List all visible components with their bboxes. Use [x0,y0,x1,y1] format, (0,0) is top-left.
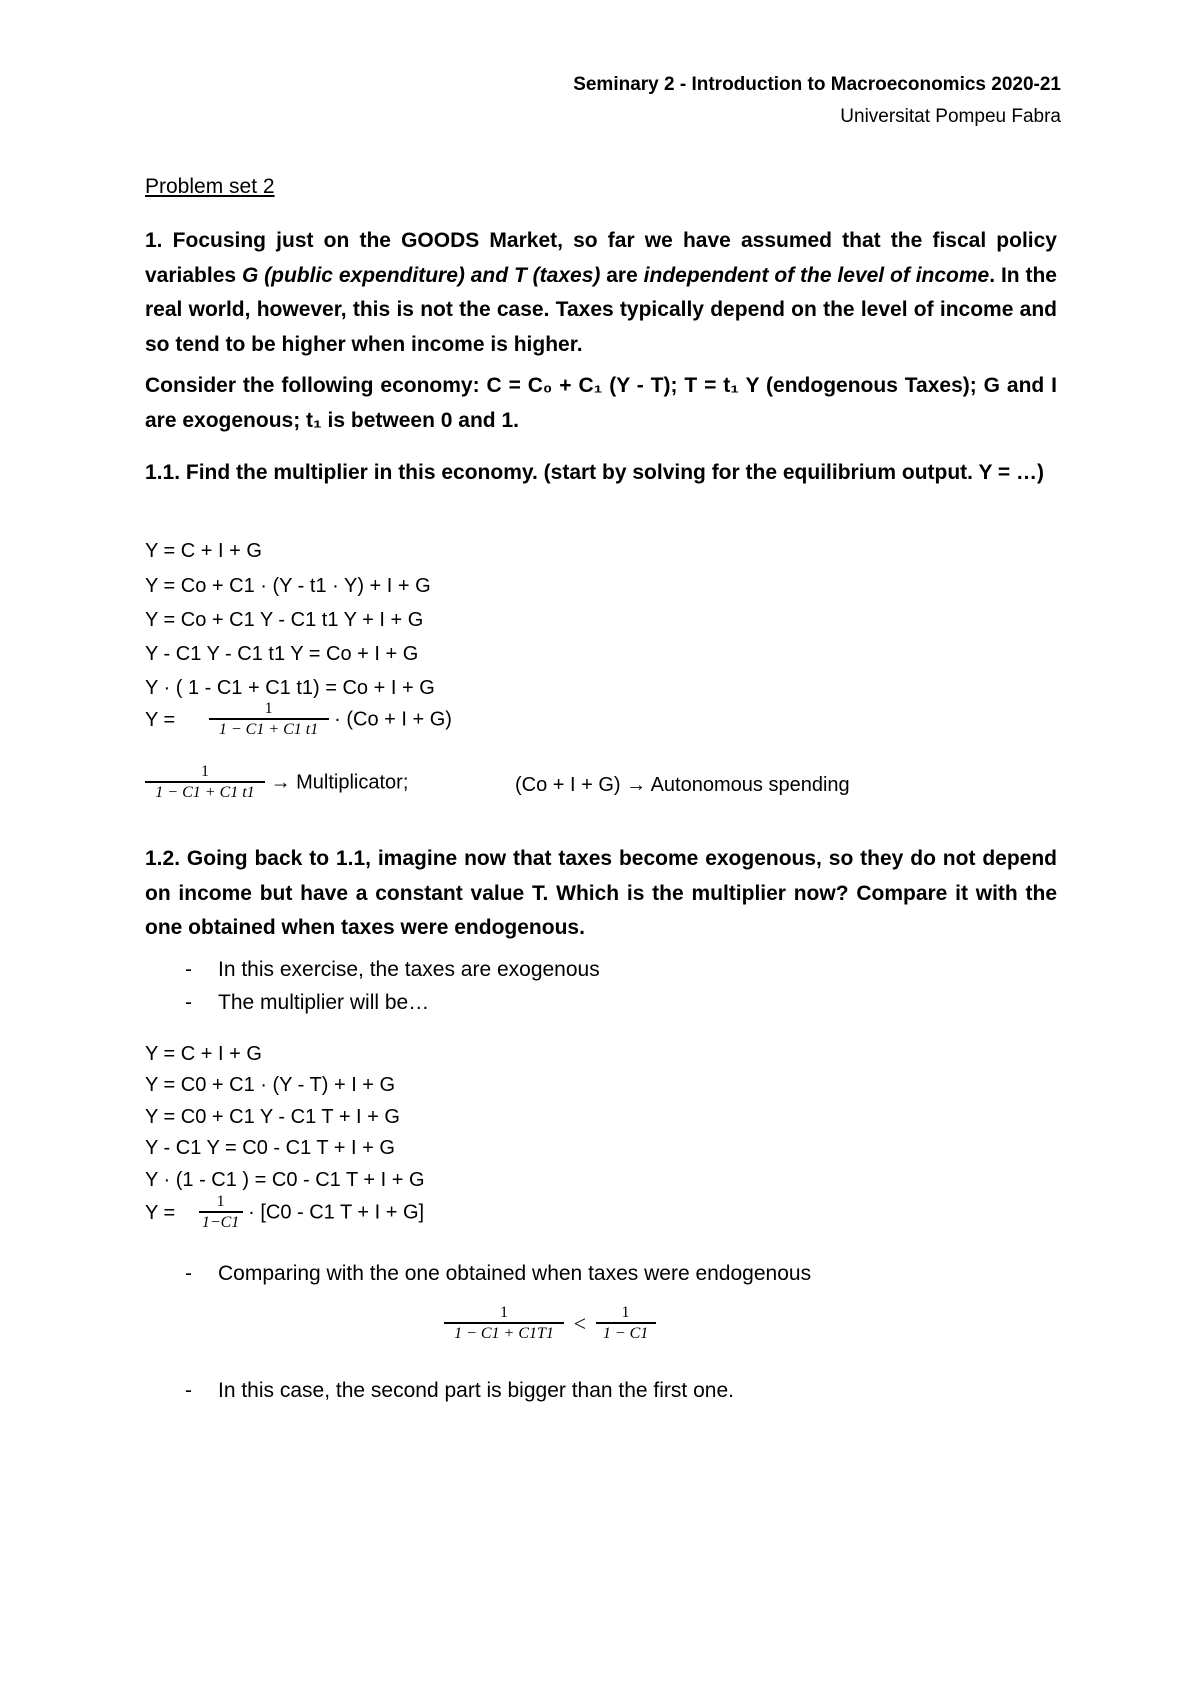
eq-line: Y · ( 1 - C1 + C1 t1) = Co + I + G [145,677,435,699]
page-title [145,170,1057,205]
list-item: - In this case, the second part is bigger than the first one. [185,1379,734,1402]
exogenous-output-eq: Y = $\frac{1}{1-C1}$ · [C0 - C1 T + I + G] [145,1193,425,1231]
list-item: - Comparing with the one obtained when taxes were endogenous [185,1262,812,1285]
course-header: Seminary 2 - Introduction to Macroeconomics 2020-21 [573,74,1061,95]
eq-line: Y - C1 Y = C0 - C1 T + I + G [145,1137,395,1159]
eq-line: Y = C0 + C1 Y - C1 T + I + G [145,1106,400,1128]
eq-line: Y - C1 Y - C1 t1 Y = Co + I + G [145,643,419,665]
exogenous-multiplier-fraction: $\frac{1}{1-C1}$ [199,1193,243,1233]
list-item: - The multiplier will be… [185,991,430,1014]
multiplicator-line: $\frac{1}{1 - C1 + C1 t1}$ → Multiplicator; (Co + I + G) → Autonomous spending [145,763,408,803]
eq-line: Y = C + I + G [145,540,262,562]
question-1-2-prompt: 1.2. Going back to 1.1, imagine now that taxes become exogenous, so they do not depend on income but have a constant value T. Which is the multiplier now? Compare it with the one obtained when taxes were endogenous. [145,847,1057,939]
question-1-economy: Consider the following economy: C = C₀ + C₁ (Y - T); T = t₁ Y (endogenous Taxes); G and I are exogenous; t₁ is between 0 and 1. [145,374,1057,432]
eq-line: Y = C + I + G [145,1043,262,1065]
problem-set-title: Problem set 2 [145,175,275,198]
eq-line: Y = Co + C1 · (Y - t1 · Y) + I + G [145,575,431,597]
multiplier-fraction: $\frac{1}{1 - C1 + C1 t1}$ [209,700,329,740]
eq-line: Y · (1 - C1 ) = C0 - C1 T + I + G [145,1169,425,1191]
multiplier-comparison [444,1304,656,1344]
eq-line: Y = Co + C1 Y - C1 t1 Y + I + G [145,609,424,631]
university-header: Universitat Pompeu Fabra [840,106,1061,127]
eq-line: Y = C0 + C1 · (Y - T) + I + G [145,1074,396,1096]
endogenous-multiplier-fraction: $\frac{1}{1 - C1 + C1T1}$ [444,1304,564,1344]
multiplicator-fraction: $\frac{1}{1 - C1 + C1 t1}$ [145,763,265,803]
exogenous-multiplier-fraction: $\frac{1}{1 - C1}$ [596,1304,656,1344]
question-1-1-prompt: 1.1. Find the multiplier in this economy. (start by solving for the equilibrium output. Y = …) [145,461,1045,484]
less-than-sign: < [573,1311,586,1336]
list-item: - In this exercise, the taxes are exogenous [185,958,600,981]
equilibrium-output-eq: Y = $\frac{1}{1 - C1 + C1 t1}$ · (Co + I + G) [145,700,452,738]
question-1-intro: 1. Focusing just on the GOODS Market, so far we have assumed that the fiscal policy variables G (public expenditure) and T (taxes) are independent of the level of income. In the real world, however, this is not the case. Taxes typically depend on the level of income and so tend to be higher when income is higher. [145,229,1057,356]
